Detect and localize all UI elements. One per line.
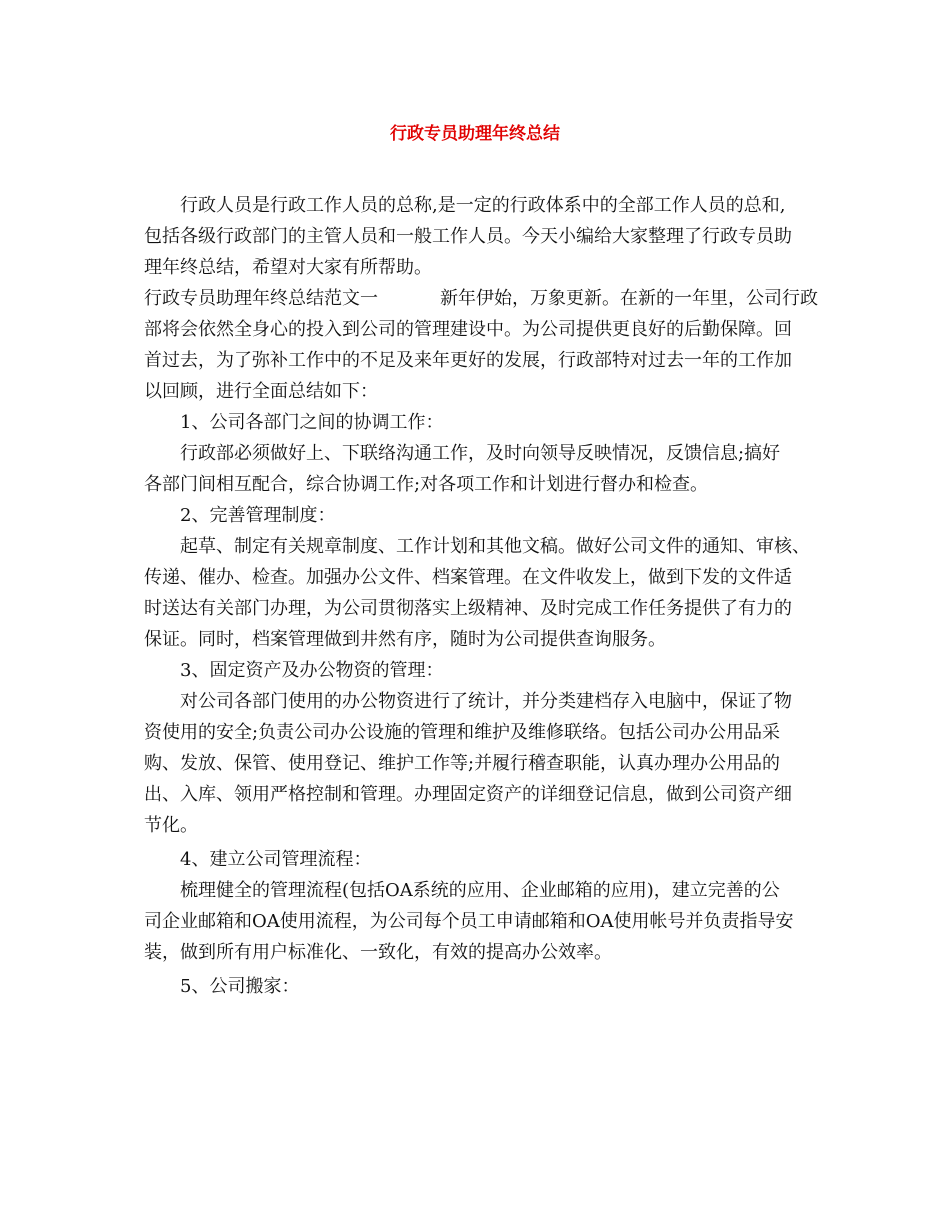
section-heading-line (144, 283, 824, 314)
paragraph-line: 行政部必须做好上、下联络沟通工作，及时向领导反映情况，反馈信息;搞好 (180, 443, 781, 464)
paragraph-line: 各部门间相互配合，综合协调工作;对各项工作和计划进行督办和检查。 (144, 474, 709, 495)
paragraph-text: 新年伊始，万象更新。在新的一年里，公司行政 (440, 288, 818, 309)
paragraph-line: 购、发放、保管、使用登记、维护工作等;并履行稽查职能，认真办理办公用品的 (144, 753, 781, 774)
list-heading: 5、公司搬家： (180, 976, 300, 997)
paragraph-line: 传递、催办、检查。加强办公文件、档案管理。在文件收发上，做到下发的文件适 (144, 567, 792, 588)
list-heading: 3、固定资产及办公物资的管理： (180, 660, 444, 681)
paragraph-line: 节化。 (144, 815, 198, 836)
paragraph-line: 司企业邮箱和OA使用流程，为公司每个员工申请邮箱和OA使用帐号并负责指导安 (144, 911, 794, 932)
paragraph-line: 包括各级行政部门的主管人员和一般工作人员。今天小编给大家整理了行政专员助 (144, 226, 792, 247)
document-title: 行政专员助理年终总结 (390, 124, 560, 144)
paragraph-line: 出、入库、领用严格控制和管理。办理固定资产的详细登记信息，做到公司资产细 (144, 784, 792, 805)
list-heading: 2、完善管理制度： (180, 505, 336, 526)
paragraph-line: 以回顾，进行全面总结如下： (144, 381, 378, 402)
paragraph-line: 首过去，为了弥补工作中的不足及来年更好的发展，行政部特对过去一年的工作加 (144, 350, 792, 371)
list-heading: 1、公司各部门之间的协调工作： (180, 412, 444, 433)
list-heading: 4、建立公司管理流程： (180, 849, 372, 870)
paragraph-line: 行政人员是行政工作人员的总称,是一定的行政体系中的全部工作人员的总和, (180, 195, 786, 216)
section-heading: 行政专员助理年终总结范文一 (144, 288, 378, 309)
paragraph-line: 装，做到所有用户标准化、一致化，有效的提高办公效率。 (144, 942, 612, 963)
paragraph-line: 时送达有关部门办理，为公司贯彻落实上级精神、及时完成工作任务提供了有力的 (144, 598, 792, 619)
paragraph-line: 部将会依然全身心的投入到公司的管理建设中。为公司提供更良好的后勤保障。回 (144, 319, 792, 340)
paragraph-line: 保证。同时，档案管理做到井然有序，随时为公司提供查询服务。 (144, 629, 666, 650)
paragraph-line: 理年终总结，希望对大家有所帮助。 (144, 257, 432, 278)
paragraph-line: 资使用的安全;负责公司办公设施的管理和维护及维修联络。包括公司办公用品采 (144, 722, 781, 743)
paragraph-line: 对公司各部门使用的办公物资进行了统计，并分类建档存入电脑中，保证了物 (180, 691, 792, 712)
document-body (144, 190, 824, 1002)
paragraph-line: 梳理健全的管理流程(包括OA系统的应用、企业邮箱的应用)，建立完善的公 (180, 880, 780, 901)
paragraph-line: 起草、制定有关规章制度、工作计划和其他文稿。做好公司文件的通知、审核、 (180, 536, 810, 557)
